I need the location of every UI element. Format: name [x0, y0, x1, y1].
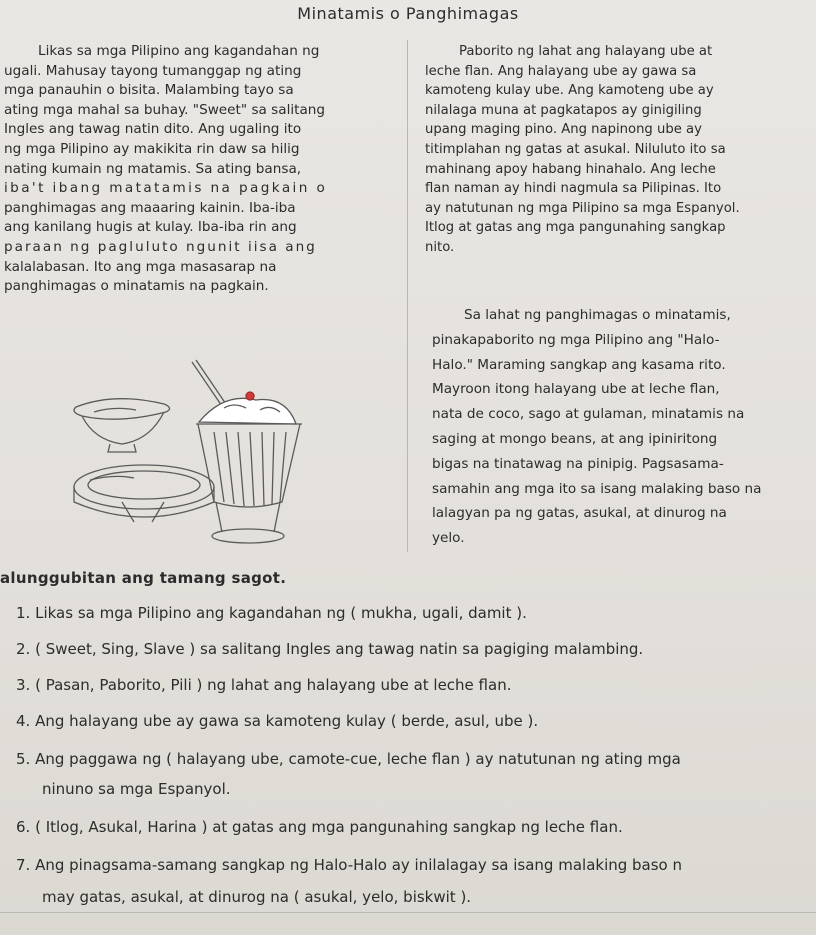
- bottom-rule: [0, 912, 816, 913]
- column-divider: [407, 40, 408, 552]
- question-number: 7.: [16, 856, 31, 874]
- passage-line: pinakapaborito ng mga Pilipino ang "Halo-: [432, 331, 720, 348]
- passage-line: Likas sa mga Pilipino ang kagandahan ng: [38, 43, 320, 59]
- question-text: Likas sa mga Pilipino ang kagandahan ng ( mukha, ugali, damit ).: [35, 604, 527, 622]
- question-text: Ang pinagsama-samang sangkap ng Halo-Halo ay inilalagay sa isang malaking baso n: [35, 856, 683, 874]
- passage-line: mga panauhin o bisita. Malambing tayo sa: [4, 82, 294, 99]
- passage-line: leche flan. Ang halayang ube ay gawa sa: [425, 63, 697, 79]
- passage-line: bigas na tinatawag na pinipig. Pagsasama-: [432, 455, 724, 472]
- right-passage-upper: [425, 42, 813, 258]
- question-item: [16, 604, 527, 622]
- question-text: Ang halayang ube ay gawa sa kamoteng kulay ( berde, asul, ube ).: [35, 712, 539, 730]
- question-continuation: ninuno sa mga Espanyol.: [42, 780, 231, 798]
- passage-line: nating kumain ng matamis. Sa ating bansa,: [4, 160, 302, 177]
- question-item: [16, 750, 681, 768]
- page-title: Minatamis o Panghimagas: [297, 4, 519, 23]
- passage-line: Ingles ang tawag natin dito. Ang ugaling ito: [4, 121, 302, 138]
- passage-line: ang kanilang hugis at kulay. Iba-iba rin ang: [4, 219, 297, 236]
- passage-line: iba't ibang matatamis na pagkain o: [4, 180, 328, 197]
- passage-line: nata de coco, sago at gulaman, minatamis na: [432, 406, 745, 423]
- passage-line: samahin ang mga ito sa isang malaking baso na: [432, 480, 762, 497]
- question-continuation: may gatas, asukal, at dinurog na ( asukal, yelo, biskwit ).: [42, 888, 472, 906]
- left-passage: [4, 42, 399, 297]
- question-item: [16, 856, 682, 874]
- passage-line: Halo." Maraming sangkap ang kasama rito.: [432, 356, 726, 373]
- question-text: ( Pasan, Paborito, Pili ) ng lahat ang halayang ube at leche flan.: [35, 676, 512, 694]
- dessert-illustration: [24, 352, 384, 552]
- passage-line: nito.: [425, 239, 455, 255]
- passage-line: saging at mongo beans, at ang ipiniritong: [432, 430, 718, 447]
- passage-line: kalalabasan. Ito ang mga masasarap na: [4, 258, 277, 275]
- passage-line: nilalaga muna at pagkatapos ay ginigiling: [425, 102, 702, 118]
- passage-line: kamoteng kulay ube. Ang kamoteng ube ay: [425, 83, 714, 99]
- question-text: ( Sweet, Sing, Slave ) sa salitang Ingles ang tawag natin sa pagiging malambing.: [35, 640, 644, 658]
- passage-line: panghimagas ang maaaring kainin. Iba-iba: [4, 199, 296, 216]
- passage-line: Paborito ng lahat ang halayang ube at: [459, 44, 713, 59]
- right-passage-lower: [432, 303, 816, 551]
- passage-line: titimplahan ng gatas at asukal. Niluluto ito sa: [425, 141, 726, 157]
- passage-line: ugali. Mahusay tayong tumanggap ng ating: [4, 62, 302, 79]
- leche-flan-icon: [74, 465, 214, 522]
- question-item: [16, 712, 538, 730]
- question-number: 5.: [16, 750, 31, 768]
- passage-line: mahinang apoy habang hinahalo. Ang leche: [425, 161, 716, 177]
- instruction-text: alunggubitan ang tamang sagot.: [0, 569, 287, 587]
- halo-halo-glass-icon: [196, 392, 302, 543]
- question-item: [16, 818, 623, 836]
- passage-line: paraan ng pagluluto ngunit iisa ang: [4, 238, 317, 255]
- passage-line: Sa lahat ng panghimagas o minatamis,: [464, 307, 731, 323]
- passage-line: ay natutunan ng mga Pilipino sa mga Espanyol.: [425, 200, 740, 216]
- question-number: 3.: [16, 676, 31, 694]
- passage-line: Mayroon itong halayang ube at leche flan,: [432, 381, 720, 398]
- question-number: 4.: [16, 712, 31, 730]
- question-item: [16, 640, 643, 658]
- passage-line: lalagyan pa ng gatas, asukal, at dinurog na: [432, 505, 727, 522]
- passage-line: flan naman ay hindi nagmula sa Pilipinas. Ito: [425, 181, 722, 197]
- passage-line: Itlog at gatas ang mga pangunahing sangkap: [425, 220, 726, 236]
- passage-line: panghimagas o minatamis na pagkain.: [4, 278, 269, 295]
- passage-line: upang maging pino. Ang napinong ube ay: [425, 122, 702, 138]
- question-text: ( Itlog, Asukal, Harina ) at gatas ang mga pangunahing sangkap ng leche flan.: [35, 818, 623, 836]
- passage-line: yelo.: [432, 530, 465, 547]
- question-number: 2.: [16, 640, 31, 658]
- passage-line: ating mga mahal sa buhay. "Sweet" sa salitang: [4, 101, 326, 118]
- question-text: Ang paggawa ng ( halayang ube, camote-cue, leche flan ) ay natutunan ng ating mga: [35, 750, 681, 768]
- question-item: [16, 676, 511, 694]
- question-number: 6.: [16, 818, 31, 836]
- passage-line: ng mga Pilipino ay makikita rin daw sa hilig: [4, 140, 300, 157]
- ube-bowl-icon: [74, 399, 170, 452]
- question-number: 1.: [16, 604, 31, 622]
